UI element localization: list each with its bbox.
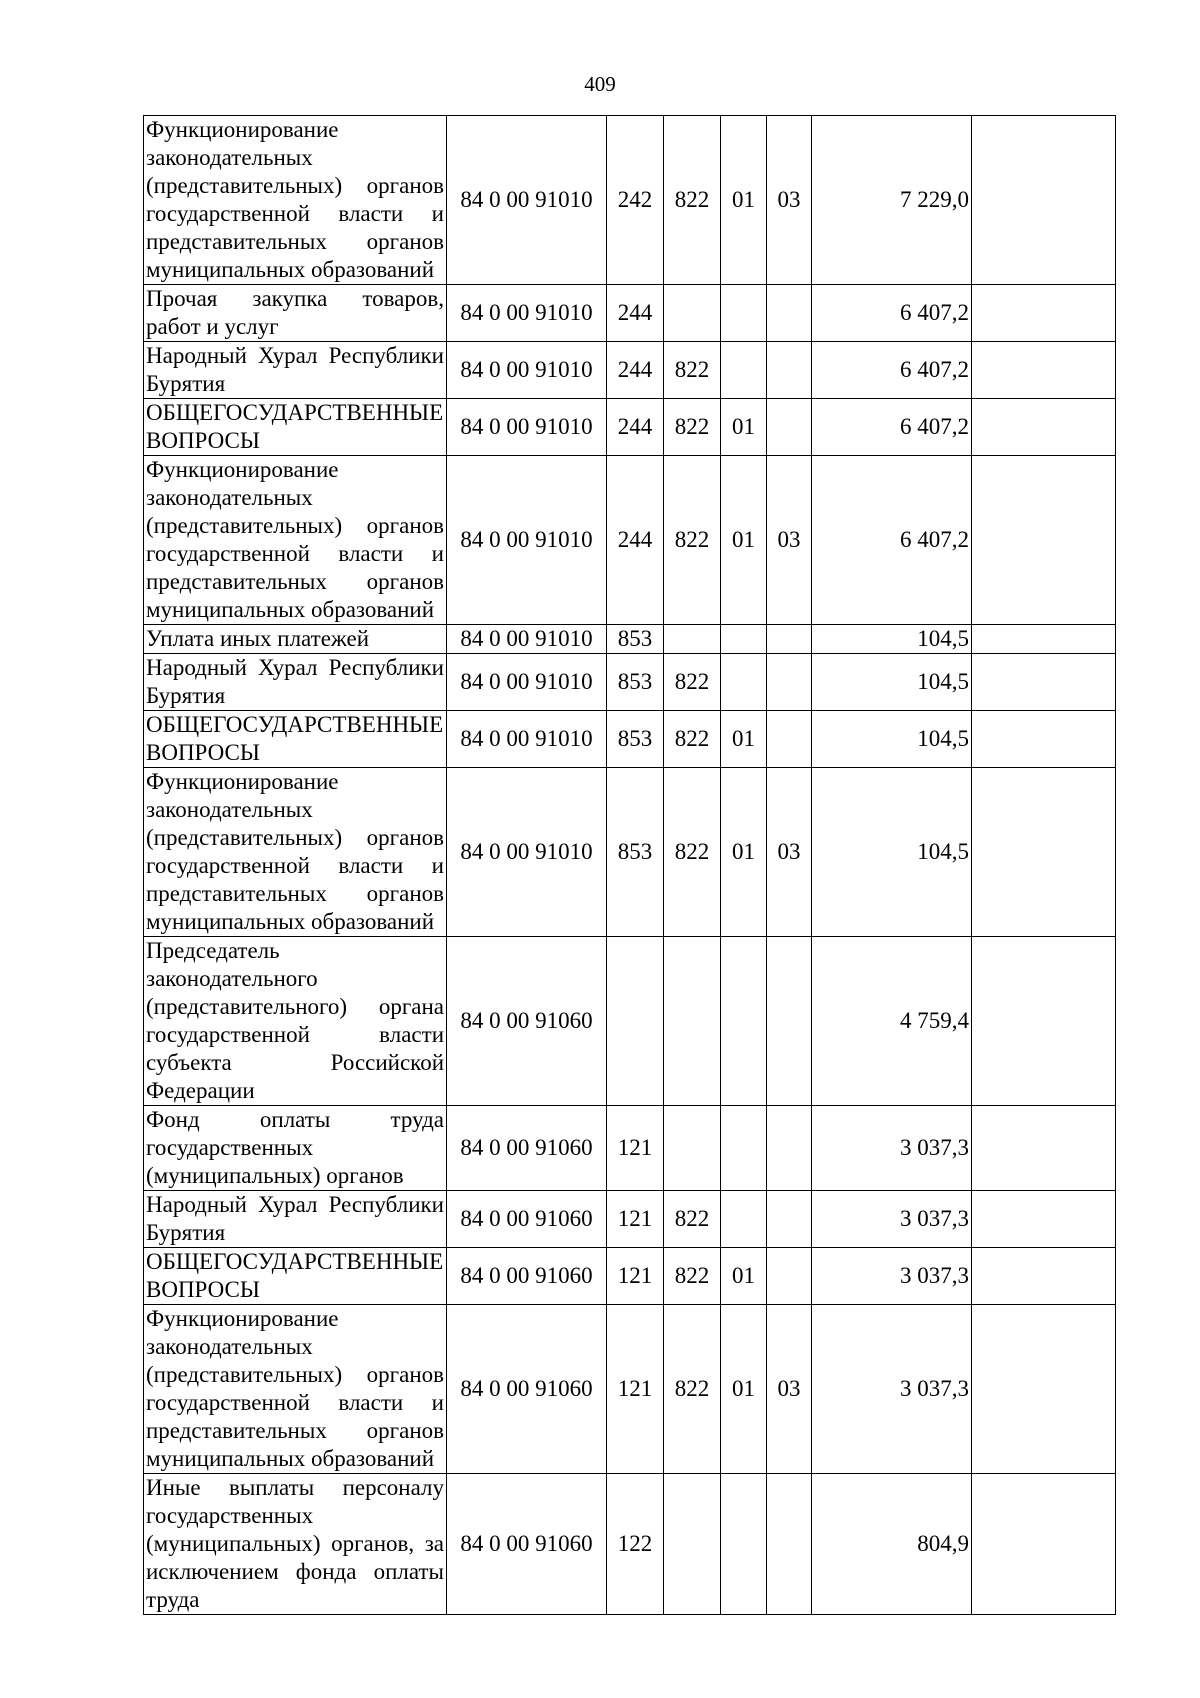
target-article-cell: 84 0 00 91010 [447,654,607,711]
administrator-code-cell: 822 [664,768,721,937]
table-row [144,116,1116,285]
amount-cell: 3 037,3 [812,1305,972,1474]
section-code-cell: 01 [721,399,767,456]
section-code-cell: 01 [721,711,767,768]
section-code-cell: 01 [721,1248,767,1305]
empty-cell [972,342,1116,399]
target-article-cell: 84 0 00 91060 [447,1305,607,1474]
expense-type-cell: 853 [607,711,664,768]
item-name-cell: Иные выплаты персоналу государственных (муниципальных) органов, за исключением фонда оплаты труда [144,1474,447,1615]
target-article-cell: 84 0 00 91060 [447,1248,607,1305]
subsection-code-cell: 03 [767,456,812,625]
empty-cell [972,1474,1116,1615]
target-article-cell: 84 0 00 91010 [447,625,607,654]
item-name-cell: Народный Хурал Республики Бурятия [144,1191,447,1248]
table-row [144,711,1116,768]
subsection-code-cell [767,1474,812,1615]
section-code-cell: 01 [721,456,767,625]
empty-cell [972,625,1116,654]
table-row [144,937,1116,1106]
subsection-code-cell [767,711,812,768]
table-row [144,654,1116,711]
page-number: 409 [584,72,616,96]
target-article-cell: 84 0 00 91060 [447,1474,607,1615]
target-article-cell: 84 0 00 91010 [447,711,607,768]
section-code-cell [721,285,767,342]
administrator-code-cell: 822 [664,342,721,399]
item-name-cell: Народный Хурал Республики Бурятия [144,342,447,399]
empty-cell [972,116,1116,285]
item-name-cell: ОБЩЕГОСУДАРСТВЕННЫЕ ВОПРОСЫ [144,711,447,768]
target-article-cell: 84 0 00 91010 [447,342,607,399]
empty-cell [972,1305,1116,1474]
expense-type-cell: 244 [607,456,664,625]
item-name-cell: Уплата иных платежей [144,625,447,654]
empty-cell [972,654,1116,711]
amount-cell: 104,5 [812,768,972,937]
table-row [144,285,1116,342]
section-code-cell: 01 [721,116,767,285]
subsection-code-cell [767,399,812,456]
amount-cell: 3 037,3 [812,1106,972,1191]
expense-type-cell: 121 [607,1305,664,1474]
expense-type-cell: 244 [607,342,664,399]
item-name-cell: ОБЩЕГОСУДАРСТВЕННЫЕ ВОПРОСЫ [144,1248,447,1305]
amount-cell: 6 407,2 [812,285,972,342]
empty-cell [972,1248,1116,1305]
administrator-code-cell: 822 [664,116,721,285]
amount-cell: 104,5 [812,711,972,768]
subsection-code-cell: 03 [767,116,812,285]
administrator-code-cell: 822 [664,711,721,768]
target-article-cell: 84 0 00 91010 [447,285,607,342]
empty-cell [972,1106,1116,1191]
section-code-cell [721,1106,767,1191]
subsection-code-cell: 03 [767,1305,812,1474]
administrator-code-cell [664,625,721,654]
item-name-cell: Функционирование законодательных (представительных) органов государственной власти и представительных органов муниципальных образований [144,768,447,937]
item-name-cell: Народный Хурал Республики Бурятия [144,654,447,711]
expense-type-cell: 121 [607,1191,664,1248]
target-article-cell: 84 0 00 91010 [447,116,607,285]
section-code-cell [721,625,767,654]
empty-cell [972,399,1116,456]
administrator-code-cell: 822 [664,654,721,711]
subsection-code-cell [767,654,812,711]
subsection-code-cell [767,937,812,1106]
amount-cell: 4 759,4 [812,937,972,1106]
subsection-code-cell [767,1248,812,1305]
administrator-code-cell: 822 [664,1305,721,1474]
administrator-code-cell: 822 [664,1191,721,1248]
section-code-cell: 01 [721,1305,767,1474]
amount-cell: 6 407,2 [812,456,972,625]
budget-table [143,115,1116,1615]
administrator-code-cell: 822 [664,456,721,625]
expense-type-cell: 122 [607,1474,664,1615]
table-row [144,1248,1116,1305]
expense-type-cell [607,937,664,1106]
empty-cell [972,285,1116,342]
item-name-cell: Прочая закупка товаров, работ и услуг [144,285,447,342]
empty-cell [972,456,1116,625]
administrator-code-cell [664,937,721,1106]
administrator-code-cell [664,285,721,342]
administrator-code-cell: 822 [664,1248,721,1305]
item-name-cell: Фонд оплаты труда государственных (муниципальных) органов [144,1106,447,1191]
amount-cell: 6 407,2 [812,342,972,399]
subsection-code-cell: 03 [767,768,812,937]
expense-type-cell: 121 [607,1248,664,1305]
item-name-cell: Председатель законодательного (представительного) органа государственной власти субъекта Российской Федерации [144,937,447,1106]
target-article-cell: 84 0 00 91060 [447,1191,607,1248]
amount-cell: 804,9 [812,1474,972,1615]
amount-cell: 3 037,3 [812,1191,972,1248]
target-article-cell: 84 0 00 91060 [447,1106,607,1191]
section-code-cell [721,1191,767,1248]
expense-type-cell: 853 [607,625,664,654]
empty-cell [972,711,1116,768]
item-name-cell: ОБЩЕГОСУДАРСТВЕННЫЕ ВОПРОСЫ [144,399,447,456]
empty-cell [972,1191,1116,1248]
amount-cell: 104,5 [812,654,972,711]
subsection-code-cell [767,285,812,342]
expense-type-cell: 853 [607,768,664,937]
subsection-code-cell [767,1106,812,1191]
subsection-code-cell [767,342,812,399]
expense-type-cell: 853 [607,654,664,711]
item-name-cell: Функционирование законодательных (представительных) органов государственной власти и представительных органов муниципальных образований [144,116,447,285]
item-name-cell: Функционирование законодательных (представительных) органов государственной власти и представительных органов муниципальных образований [144,1305,447,1474]
expense-type-cell: 242 [607,116,664,285]
section-code-cell [721,342,767,399]
target-article-cell: 84 0 00 91010 [447,456,607,625]
table-row [144,1474,1116,1615]
section-code-cell: 01 [721,768,767,937]
expense-type-cell: 244 [607,399,664,456]
section-code-cell [721,937,767,1106]
target-article-cell: 84 0 00 91010 [447,399,607,456]
empty-cell [972,937,1116,1106]
amount-cell: 7 229,0 [812,116,972,285]
administrator-code-cell [664,1106,721,1191]
subsection-code-cell [767,625,812,654]
table-body [144,116,1116,1615]
table-row [144,768,1116,937]
table-row [144,1191,1116,1248]
section-code-cell [721,1474,767,1615]
administrator-code-cell: 822 [664,399,721,456]
table-row [144,456,1116,625]
subsection-code-cell [767,1191,812,1248]
table-row [144,625,1116,654]
target-article-cell: 84 0 00 91010 [447,768,607,937]
empty-cell [972,768,1116,937]
item-name-cell: Функционирование законодательных (представительных) органов государственной власти и представительных органов муниципальных образований [144,456,447,625]
expense-type-cell: 244 [607,285,664,342]
administrator-code-cell [664,1474,721,1615]
target-article-cell: 84 0 00 91060 [447,937,607,1106]
section-code-cell [721,654,767,711]
table-row [144,399,1116,456]
table-row [144,342,1116,399]
table-row [144,1305,1116,1474]
amount-cell: 6 407,2 [812,399,972,456]
expense-type-cell: 121 [607,1106,664,1191]
amount-cell: 104,5 [812,625,972,654]
amount-cell: 3 037,3 [812,1248,972,1305]
table-row [144,1106,1116,1191]
